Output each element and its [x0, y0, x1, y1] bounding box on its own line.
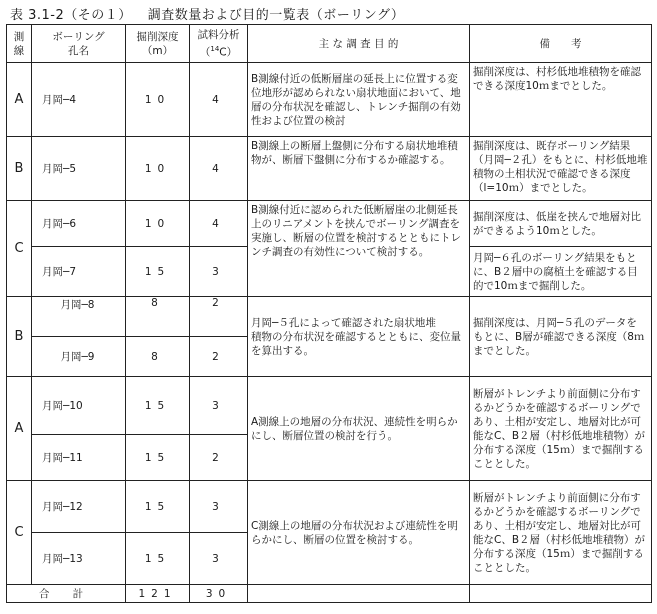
remarks-cell: 掘削深度は、村杉低地堆積物を確認できる深度10ｍまでとした。 [470, 63, 652, 137]
samples-cell: 3 [190, 247, 248, 297]
header-row [7, 25, 652, 63]
line-cell: A [7, 377, 32, 481]
depth-cell: 10 [126, 63, 190, 137]
remarks-cell: 掘削深度は、既存ボーリング結果（月岡─２孔）をもとに、村杉低地堆積物の土相状況で確認できる深度（l=10ｍ）までとした。 [470, 137, 652, 201]
remarks-cell: 断層がトレンチより前面側に分布するかどうかを確認するボーリングであり、土相が安定し、地層対比が可能なC、B２層（村杉低地堆積物）が分布する深度（15ｍ）まで掘削することとした。 [470, 481, 652, 585]
table-title [10, 4, 404, 23]
samples-cell: 4 [190, 201, 248, 247]
depth-cell: 10 [126, 137, 190, 201]
depth-cell: 15 [126, 377, 190, 435]
total-remarks-empty [470, 585, 652, 603]
table-row [7, 201, 652, 247]
table-row [7, 297, 652, 337]
purpose-cell: B測線付近の低断層崖の延長上に位置する変位地形が認められない扇状地面において、地層の分布状況を確認し、トレンチ掘削の有効性および位置の検討 [248, 63, 470, 137]
remarks-cell: 掘削深度は、低崖を挟んで地層対比ができるよう10ｍとした。 [470, 201, 652, 247]
header-samples-sup: 14 [210, 44, 220, 53]
bore-cell: 月岡─9 [32, 337, 126, 377]
total-purpose-empty [248, 585, 470, 603]
samples-cell: 2 [190, 297, 248, 337]
table-row [7, 481, 652, 533]
table-row [7, 137, 652, 201]
remarks-cell: 掘削深度は、月岡─５孔のデータを もとに、B層が確認できる深度（8ｍまでとした。 [470, 297, 652, 377]
table-caption: 調査数量および目的一覧表（ボーリング） [147, 8, 405, 23]
depth-cell: 15 [126, 481, 190, 533]
samples-cell: 2 [190, 435, 248, 481]
header-depth: 掘削深度 （m） [126, 25, 190, 63]
bore-cell: 月岡─4 [32, 63, 126, 137]
depth-cell: 15 [126, 435, 190, 481]
total-label: 合 計 [7, 585, 126, 603]
samples-cell: 2 [190, 337, 248, 377]
line-cell: B [7, 137, 32, 201]
purpose-cell: A測線上の地層の分布状況、連続性を明らかにし、断層位置の検討を行う。 [248, 377, 470, 481]
bore-cell: 月岡─11 [32, 435, 126, 481]
purpose-cell: B測線上の断層上盤側に分布する扇状地堆積物が、断層下盤側に分布するか確認する。 [248, 137, 470, 201]
total-samples: 30 [190, 585, 248, 603]
purpose-cell: 月岡─５孔によって確認された扇状地堆 積物の分布状況を確認するとともに、変位量を算出する。 [248, 297, 470, 377]
bore-cell: 月岡─7 [32, 247, 126, 297]
total-depth: 121 [126, 585, 190, 603]
purpose-cell: C測線上の地層の分布状況および連続性を明らかにし、断層の位置を検討する。 [248, 481, 470, 585]
header-samples-paren: （ [199, 46, 211, 59]
line-cell: A [7, 63, 32, 137]
header-samples [190, 25, 248, 63]
header-remarks: 備 考 [470, 25, 652, 63]
samples-cell: 3 [190, 377, 248, 435]
header-purpose: 主 な 調 査 目 的 [248, 25, 470, 63]
line-cell: B [7, 297, 32, 377]
remarks-cell: 断層がトレンチより前面側に分布するかどうかを確認するボーリングであり、土相が安定し、地層対比が可能なC、B２層（村杉低地堆積物）が分布する深度（15ｍ）まで掘削することとした。 [470, 377, 652, 481]
depth-cell: 8 [126, 297, 190, 337]
bore-cell: 月岡─13 [32, 533, 126, 585]
purpose-cell: B測線付近に認められた低断層崖の北側延長上のリニアメントを挟んでボーリング調査を実施し、断層の位置を検討するとともにトレンチ調査の有効性について検討する。 [248, 201, 470, 297]
depth-cell: 15 [126, 247, 190, 297]
bore-cell: 月岡─10 [32, 377, 126, 435]
table-row [7, 377, 652, 435]
bore-cell: 月岡─5 [32, 137, 126, 201]
header-bore: ボーリング 孔名 [32, 25, 126, 63]
depth-cell: 10 [126, 201, 190, 247]
samples-cell: 3 [190, 481, 248, 533]
depth-cell: 15 [126, 533, 190, 585]
table-row [7, 63, 652, 137]
total-row [7, 585, 652, 603]
bore-cell: 月岡─12 [32, 481, 126, 533]
header-samples-label: 試料分析 [197, 28, 240, 41]
table-number: 表 3.1-2（その１） [10, 8, 132, 23]
bore-cell: 月岡─8 [32, 297, 126, 337]
bore-cell: 月岡─6 [32, 201, 126, 247]
depth-cell: 8 [126, 337, 190, 377]
line-cell: C [7, 481, 32, 585]
line-cell: C [7, 201, 32, 297]
header-line: 測線 [7, 25, 32, 63]
remarks-cell: 月岡─６孔のボーリング結果をもとに、B２層中の腐植土を確認する目的で10ｍまで掘削した。 [470, 247, 652, 297]
survey-table [6, 24, 652, 603]
samples-cell: 4 [190, 63, 248, 137]
samples-cell: 4 [190, 137, 248, 201]
samples-cell: 3 [190, 533, 248, 585]
header-samples-unit: C） [219, 46, 238, 59]
